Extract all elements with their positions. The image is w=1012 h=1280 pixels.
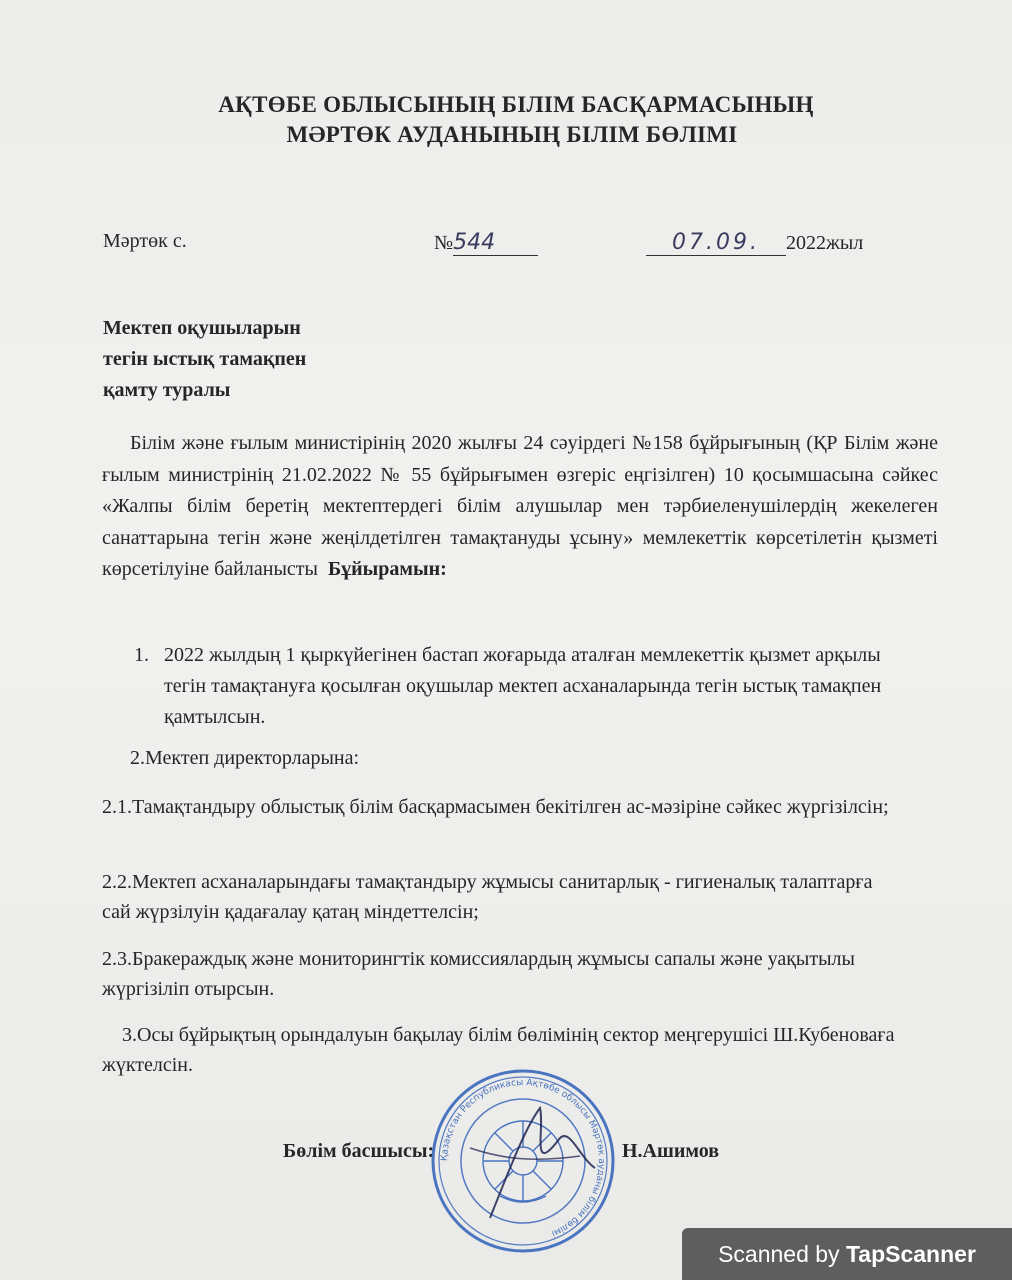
signature-name: Н.Ашимов — [622, 1140, 720, 1162]
official-stamp — [430, 1068, 616, 1254]
signature-title: Бөлім басшысы: — [283, 1140, 435, 1162]
order-item-1 — [134, 640, 914, 733]
order-item-2-3: 2.3.Бракераждық және мониторингтік комиссиялардың жұмысы сапалы және уақытылы жүргізіліп отырсын. — [102, 948, 855, 1000]
order-item-2-2: 2.2.Мектеп асханаларындағы тамақтандыру жұмысы санитарлық - гигиеналық талаптарға сай жүрзілуін қадағалау қатаң міндеттелсін; — [102, 871, 873, 923]
subject-line-3: қамту туралы — [103, 379, 231, 401]
preamble-text: Білім және ғылым министірінің 2020 жылғы 24 сәуірдегі №158 бұйрығының (ҚР Білім және ғылым министрінің 21.02.2022 № 55 бұйрығымен өзгеріс еңгізілген) 10 қосымшасына сәйкес «Жалпы білім беретің мектептердегі білім алушылар мен тәрбиеленушілердің жекелеген санаттарына тегін және жеңілдетілген тамақтануды ұсыну» мемлекеттік көрсетілетін қызметі көрсетілуіне байланысты — [102, 432, 938, 580]
emblem-icon — [483, 1121, 563, 1202]
document-header — [0, 90, 1012, 150]
preamble-paragraph — [102, 428, 938, 586]
order-word: Бұйырамын: — [327, 558, 447, 580]
scanner-watermark — [682, 1228, 1012, 1280]
item-1-number: 1. — [134, 644, 149, 666]
header-line-2: МӘРТӨК АУДАНЫНЫҢ БІЛІМ БӨЛІМІ — [286, 122, 738, 147]
order-date — [646, 230, 863, 256]
subject-line-1: Мектеп оқушыларын — [103, 317, 301, 339]
handwritten-number: 544 — [453, 230, 538, 256]
subject-line-2: тегін ыстық тамақпен — [103, 348, 307, 370]
header-line-1: АҚТӨБЕ ОБЛЫСЫНЫҢ БІЛІМ БАСҚАРМАСЫНЫҢ — [218, 92, 814, 117]
date-year: 2022жыл — [786, 232, 864, 254]
subject-block — [103, 313, 306, 406]
handwritten-date: 07.09. — [646, 230, 786, 256]
order-item-2: 2.Мектеп директорларына: — [130, 747, 360, 769]
order-item-2-1: 2.1.Тамақтандыру облыстық білім басқармасымен бекітілген ас-мәзіріне сәйкес жүргізілсін; — [102, 796, 889, 818]
number-prefix: № — [434, 232, 454, 254]
item-3-text: 3.Осы бұйрықтың орындалуын бақылау білім бөлімінің сектор меңгерушісі Ш.Кубеноваға жүктелсін. — [102, 1024, 895, 1076]
watermark-brand: TapScanner — [845, 1241, 976, 1267]
order-number — [434, 230, 538, 256]
item-1-text: 2022 жылдың 1 қыркүйегінен бастап жоғарыда аталған мемлекеттік қызмет арқылы тегін тамақтануға қосылған оқушылар мектеп асханаларында тегін ыстық тамақпен қамтылсын. — [164, 644, 882, 728]
place-label: Мәртөк с. — [103, 230, 187, 252]
stamp-ring-text: Қазақстан Республикасы Ақтөбе облысы Мәртөк ауданы білім бөлімі — [439, 1077, 607, 1239]
watermark-prefix: Scanned by — [718, 1241, 846, 1267]
